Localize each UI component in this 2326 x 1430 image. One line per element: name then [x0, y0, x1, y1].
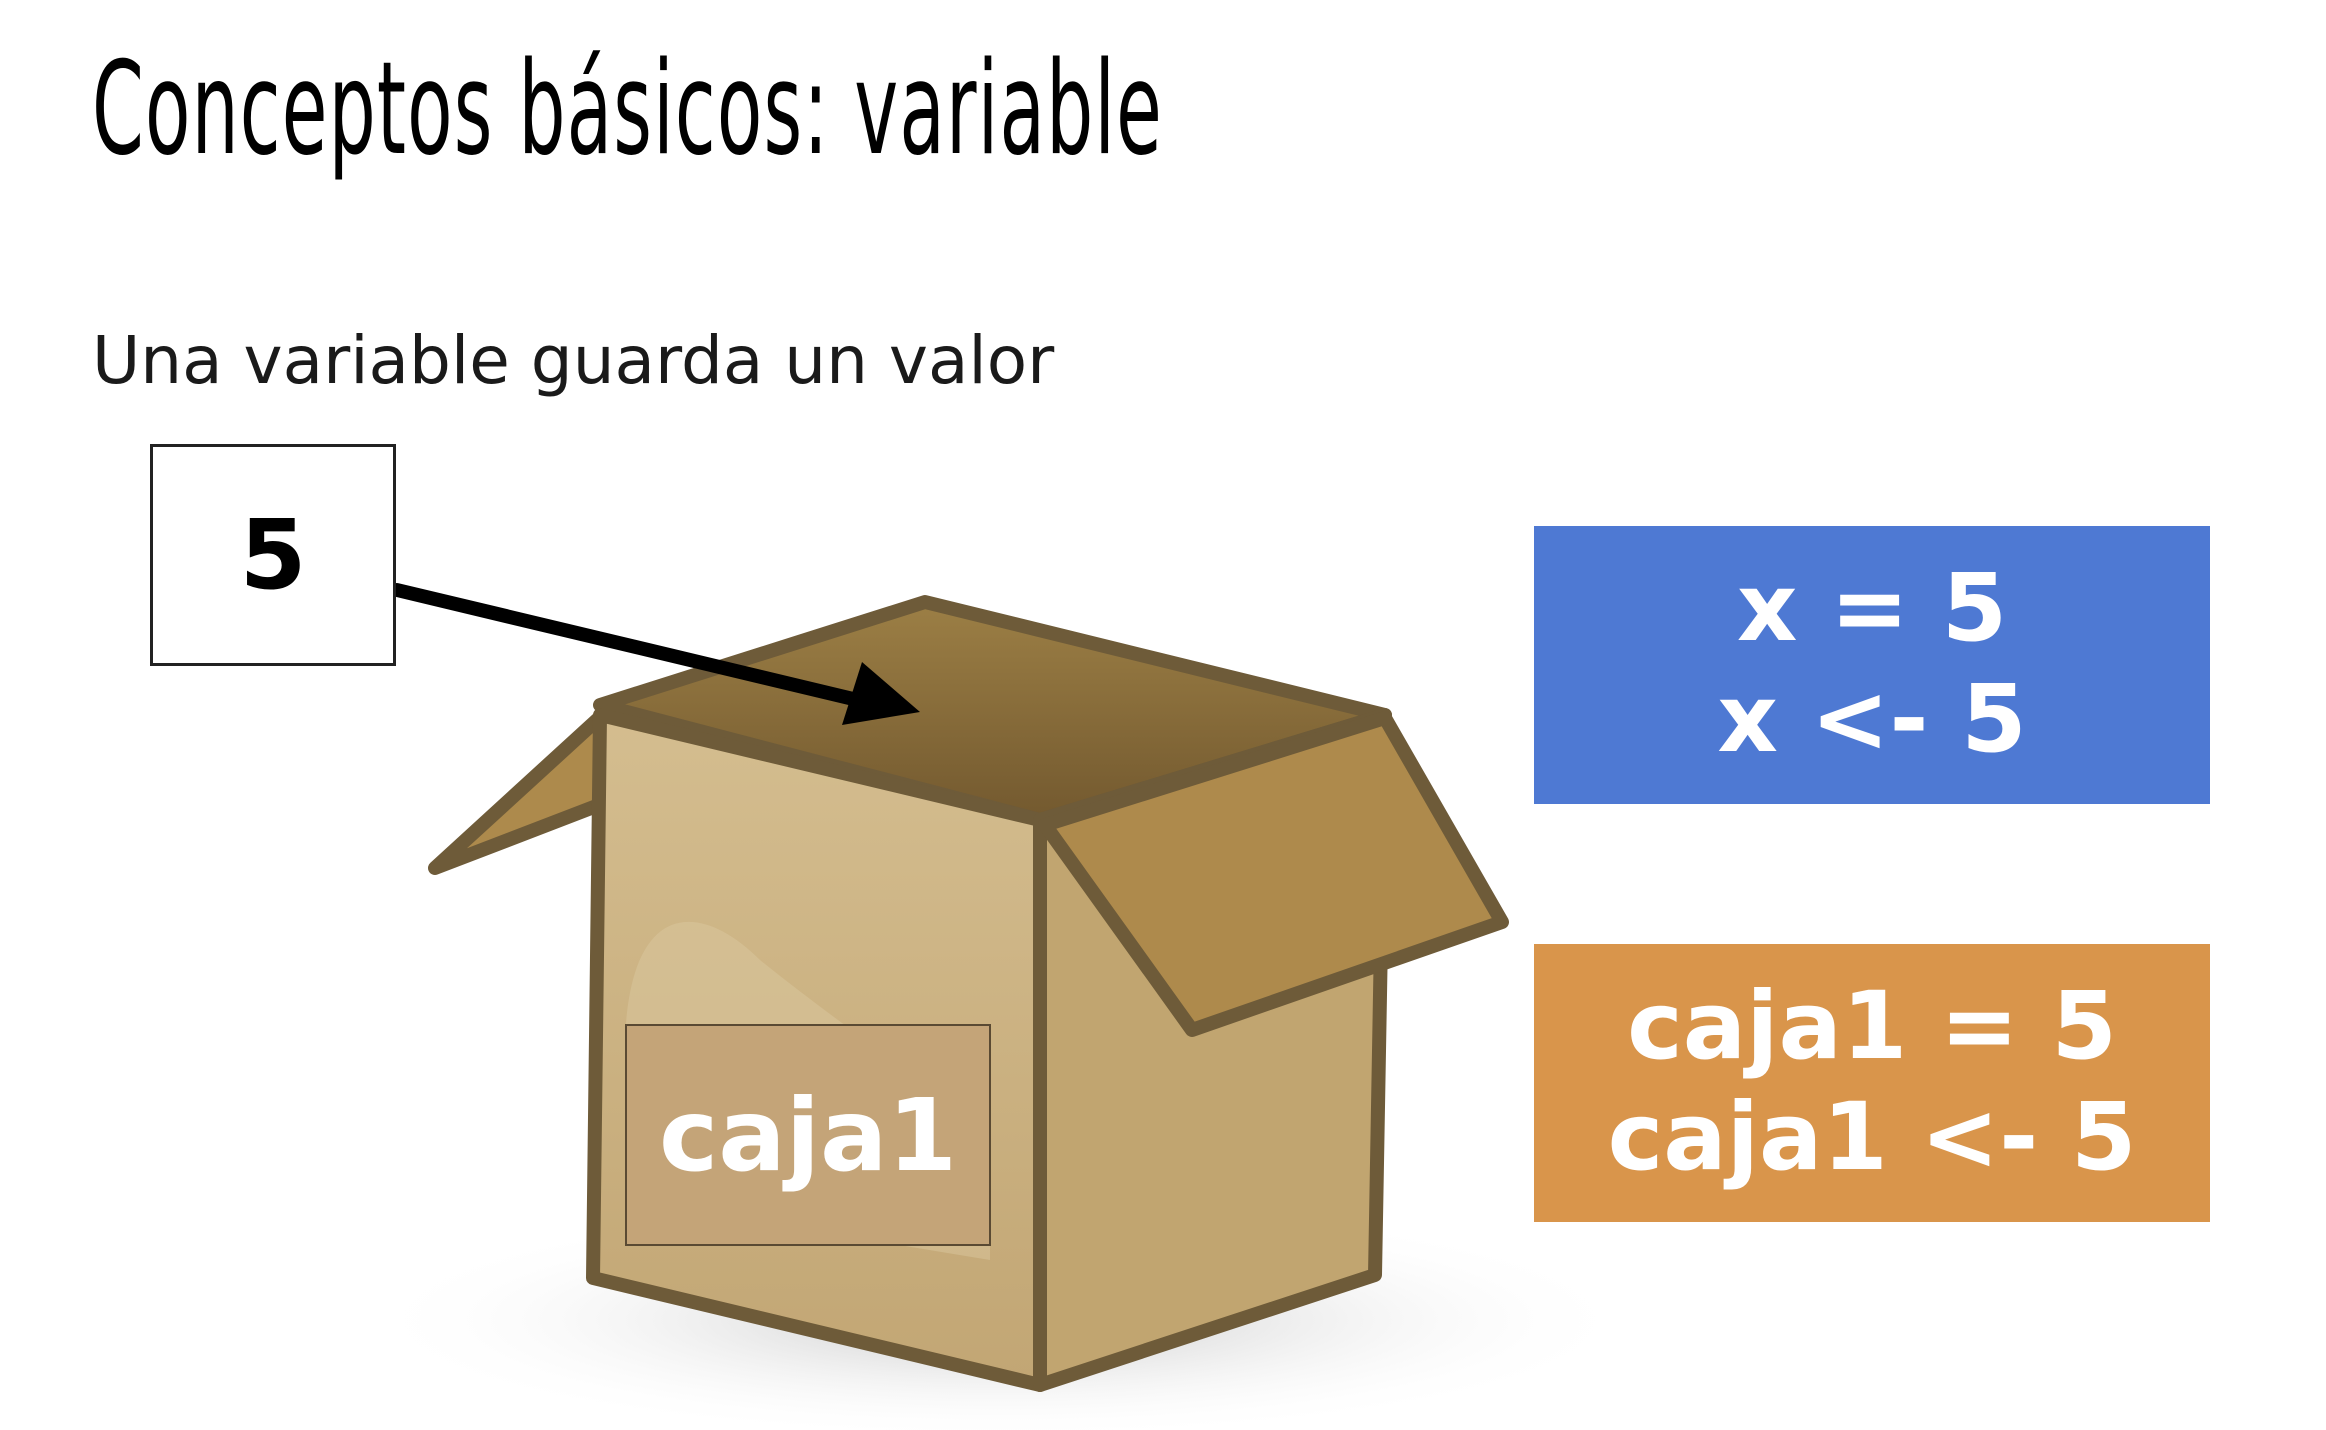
slide-title: Conceptos básicos: variable [92, 35, 1164, 184]
code-line-caja1-arrow: caja1 <- 5 [1607, 1083, 2137, 1192]
box-label: caja1 [625, 1024, 991, 1246]
code-line-x-arrow: x <- 5 [1717, 665, 2027, 774]
code-card-caja1 [1534, 944, 2210, 1222]
code-line-caja1-equals: caja1 = 5 [1627, 972, 2117, 1082]
code-card-x [1534, 526, 2210, 804]
slide-subtitle: Una variable guarda un valor [92, 322, 1055, 399]
code-line-x-equals: x = 5 [1736, 554, 2008, 664]
box-left-flap [435, 708, 612, 868]
value-box: 5 [150, 444, 396, 666]
